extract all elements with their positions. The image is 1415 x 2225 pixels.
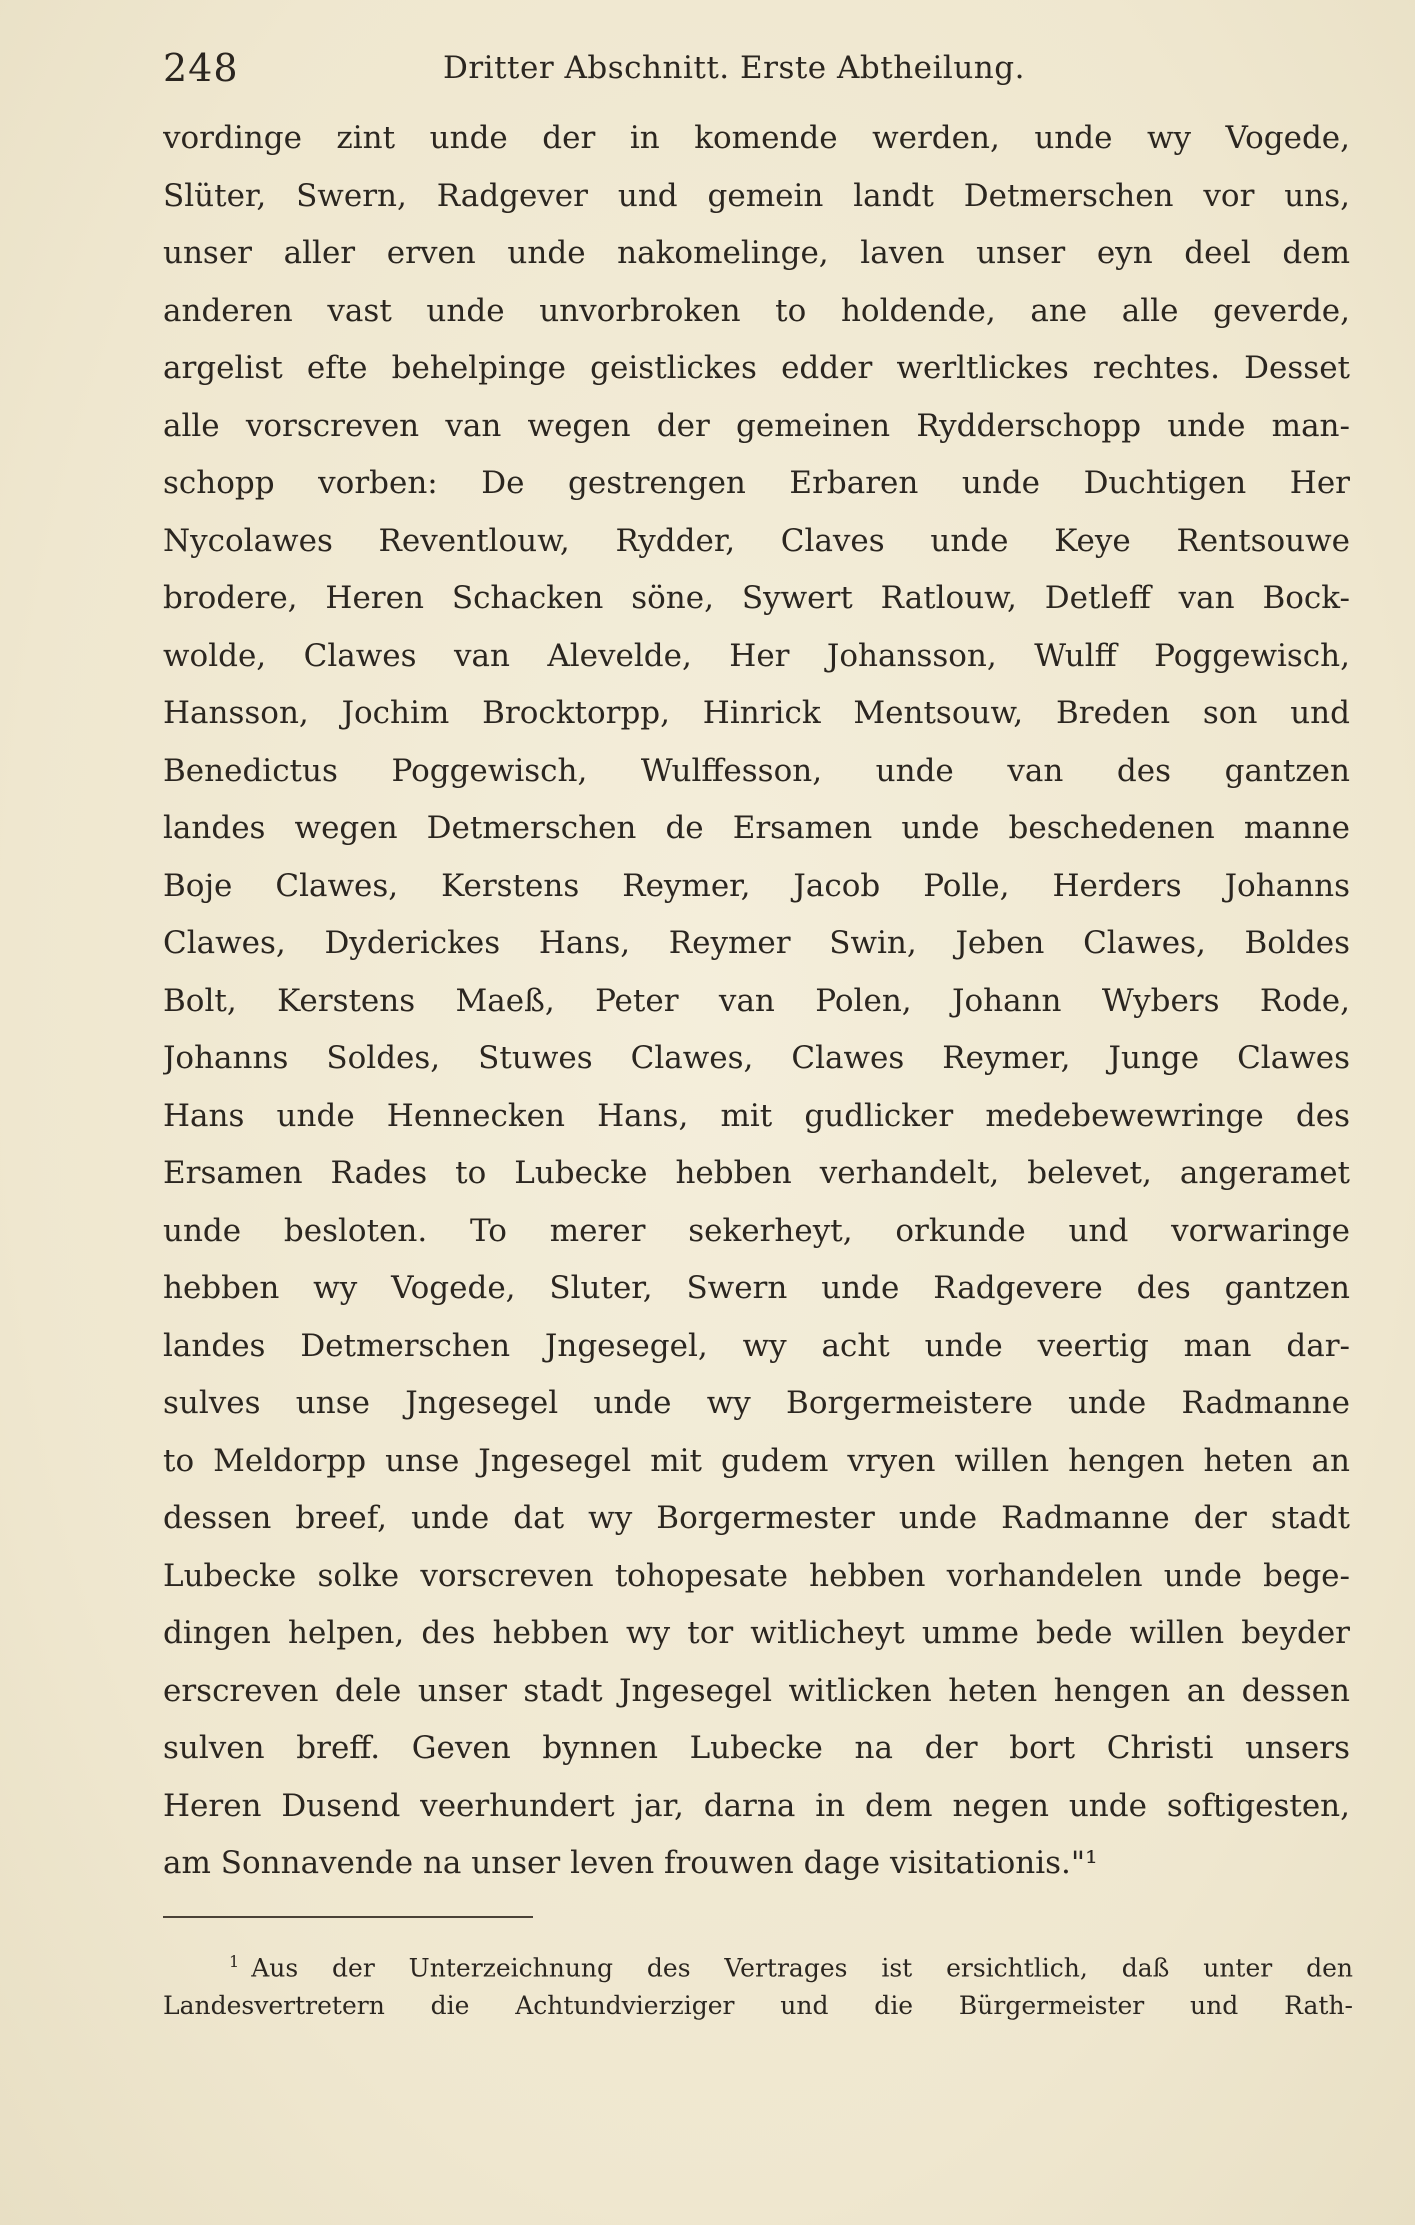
text-line: to Meldorpp unse Jngesegel mit gudem vryen willen hengen heten an (163, 1442, 1350, 1479)
text-line: Slüter, Swern, Radgever und gemein landt Detmerschen vor uns, (163, 177, 1350, 214)
footnote-text: Aus der Unterzeichnung des Vertrages ist ersichtlich, daß unter den (251, 1953, 1353, 1983)
text-line: Lubecke solke vorscreven tohopesate hebben vorhandelen unde bege- (163, 1557, 1350, 1594)
text-line: wolde, Clawes van Alevelde, Her Johansson, Wulff Poggewisch, (163, 637, 1350, 674)
footnote (163, 1940, 1353, 2028)
text-line: Hans unde Hennecken Hans, mit gudlicker medebewewringe des (163, 1097, 1350, 1134)
footnote-divider (163, 1916, 533, 1918)
text-line: Heren Dusend veerhundert jar, darna in dem negen unde softigesten, (163, 1787, 1350, 1824)
text-line-last: am Sonnavende na unser leven frouwen dage visitationis."¹ (163, 1845, 1098, 1881)
running-head: Dritter Abschnitt. Erste Abtheilung. (443, 50, 1025, 86)
text-line: landes Detmerschen Jngesegel, wy acht unde veertig man dar- (163, 1327, 1350, 1364)
footnote-marker: 1 (229, 1952, 240, 1971)
text-line: unser aller erven unde nakomelinge, laven unser eyn deel dem (163, 235, 1350, 271)
text-line: erscreven dele unser stadt Jngesegel witlicken heten hengen an dessen (163, 1672, 1350, 1709)
text-line: Benedictus Poggewisch, Wulffesson, unde van des gantzen (163, 752, 1350, 789)
text-line: argelist efte behelpinge geistlickes edder werltlickes rechtes. Desset (163, 350, 1350, 386)
text-line: Clawes, Dyderickes Hans, Reymer Swin, Jeben Clawes, Boldes (163, 925, 1350, 961)
text-line: sulves unse Jngesegel unde wy Borgermeistere unde Radmanne (163, 1385, 1350, 1421)
main-text-block (163, 110, 1350, 1893)
text-line: anderen vast unde unvorbroken to holdende, ane alle geverde, (163, 292, 1350, 329)
text-line: vordinge zint unde der in komende werden, unde wy Vogede, (163, 120, 1350, 156)
text-line: brodere, Heren Schacken söne, Sywert Ratlouw, Detleff van Bock- (163, 580, 1350, 616)
text-line: Bolt, Kerstens Maeß, Peter van Polen, Johann Wybers Rode, (163, 982, 1350, 1019)
text-line: Hansson, Jochim Brocktorpp, Hinrick Mentsouw, Breden son und (163, 695, 1350, 731)
text-line: Johanns Soldes, Stuwes Clawes, Clawes Reymer, Junge Clawes (163, 1040, 1350, 1076)
text-line: landes wegen Detmerschen de Ersamen unde beschedenen manne (163, 810, 1350, 846)
footnote-line (163, 1940, 1353, 1984)
page-header (163, 42, 1353, 102)
text-line: sulven breff. Geven bynnen Lubecke na der bort Christi unsers (163, 1730, 1350, 1766)
text-line: alle vorscreven van wegen der gemeinen Rydderschopp unde man- (163, 407, 1350, 444)
text-line: Nycolawes Reventlouw, Rydder, Claves unde Keye Rentsouwe (163, 522, 1350, 559)
text-line: hebben wy Vogede, Sluter, Swern unde Radgevere des gantzen (163, 1270, 1350, 1306)
text-line: unde besloten. To merer sekerheyt, orkunde und vorwaringe (163, 1212, 1350, 1249)
text-line: dingen helpen, des hebben wy tor witlicheyt umme bede willen beyder (163, 1615, 1350, 1651)
text-line: Ersamen Rades to Lubecke hebben verhandelt, belevet, angeramet (163, 1155, 1350, 1191)
page-number: 248 (163, 46, 239, 90)
text-line: Boje Clawes, Kerstens Reymer, Jacob Polle, Herders Johanns (163, 867, 1350, 904)
text-line: dessen breef, unde dat wy Borgermester unde Radmanne der stadt (163, 1500, 1350, 1536)
footnote-line: Landesvertretern die Achtundvierziger und die Bürgermeister und Rath- (163, 1991, 1353, 2020)
text-line: schopp vorben: De gestrengen Erbaren unde Duchtigen Her (163, 465, 1350, 501)
